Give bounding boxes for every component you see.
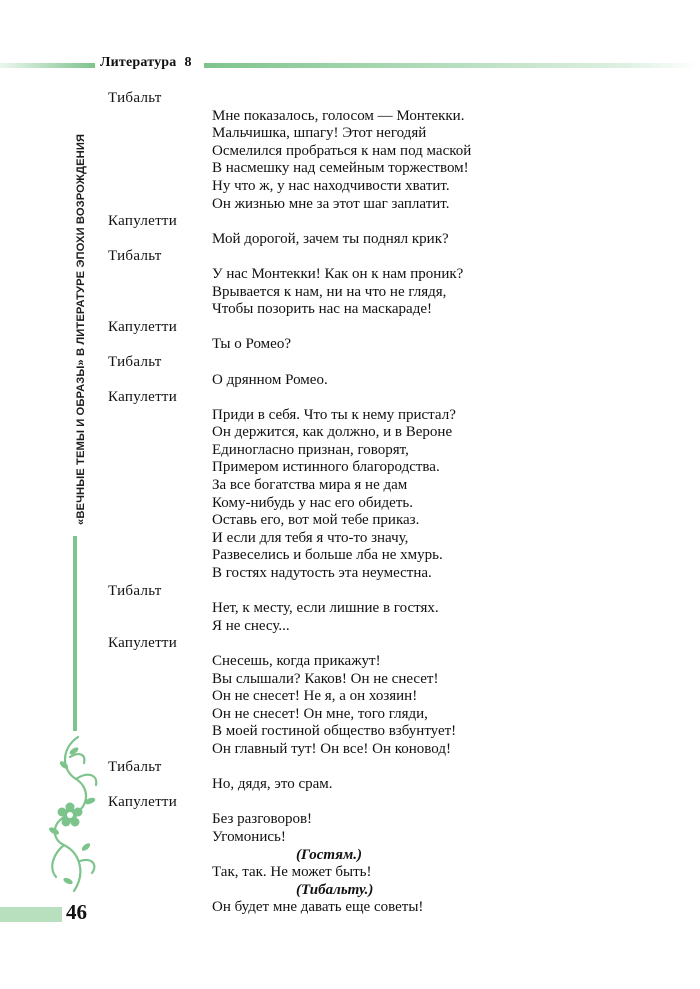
speaker-name: Капулетти bbox=[108, 318, 178, 335]
verse-line: Так, так. Не может быть! bbox=[212, 864, 372, 881]
speaker-name: Капулетти bbox=[108, 213, 178, 230]
verse-line: Угомонись! bbox=[212, 828, 286, 845]
verse-line: Он держится, как должно, и в Вероне bbox=[212, 424, 453, 441]
verse-line: Осмелился пробраться к нам под маской bbox=[212, 142, 472, 159]
running-header bbox=[100, 55, 192, 71]
verse-line: Без разговоров! bbox=[212, 811, 313, 828]
stage-direction: (Тибальту.) bbox=[296, 881, 374, 898]
speaker-name: Тибальт bbox=[108, 90, 162, 106]
verse-line: Развеселись и больше лба не хмурь. bbox=[212, 547, 443, 564]
page-number: 46 bbox=[66, 900, 87, 924]
verse-line: Мальчишка, шпагу! Этот негодяй bbox=[212, 125, 427, 142]
verse-line: Мне показалось, голосом — Монтекки. bbox=[212, 107, 465, 124]
verse-line: В моей гостиной общество взбунтует! bbox=[212, 723, 457, 740]
verse-line: Оставь его, вот мой тебе приказ. bbox=[212, 512, 420, 529]
verse-line: Врывается к нам, ни на что не глядя, bbox=[212, 283, 447, 300]
stage-direction: (Гостям.) bbox=[296, 846, 363, 863]
verse-line: Кому-нибудь у нас его обидеть. bbox=[212, 494, 413, 511]
header-rule-left bbox=[0, 63, 95, 68]
speaker-name: Тибальт bbox=[108, 758, 162, 775]
header-grade: 8 bbox=[184, 55, 192, 70]
verse-line: О дрянном Ромео. bbox=[212, 371, 328, 388]
verse-line: Чтобы позорить нас на маскараде! bbox=[212, 301, 432, 318]
speaker-name: Тибальт bbox=[108, 353, 162, 370]
verse-line: Вы слышали? Каков! Он не снесет! bbox=[212, 670, 439, 687]
verse-line: Он не снесет! Он мне, того гляди, bbox=[212, 705, 428, 722]
verse-line: Но, дядя, это срам. bbox=[212, 776, 333, 793]
verse-line: В насмешку над семейным торжеством! bbox=[212, 160, 469, 177]
verse-line: Он главный тут! Он все! Он коновод! bbox=[212, 740, 451, 757]
speaker-name: Капулетти bbox=[108, 635, 178, 652]
speaker-name: Капулетти bbox=[108, 389, 178, 406]
verse-line: Ты о Ромео? bbox=[212, 336, 291, 353]
verse-line: Он жизнью мне за этот шаг заплатит. bbox=[212, 195, 450, 212]
play-text bbox=[0, 90, 700, 917]
verse-line: Примером истинного благородства. bbox=[212, 459, 440, 476]
verse-line: Приди в себя. Что ты к нему пристал? bbox=[212, 406, 456, 423]
side-section-title-text: «ВЕЧНЫЕ ТЕМЫ И ОБРАЗЫ» В ЛИТЕРАТУРЕ ЭПОХИ ВОЗРОЖДЕНИЯ bbox=[75, 133, 87, 525]
verse-line: Мой дорогой, зачем ты поднял крик? bbox=[212, 230, 449, 247]
verse-line: Ну что ж, у нас находчивости хватит. bbox=[212, 177, 450, 194]
header-rule-right bbox=[204, 63, 700, 68]
header-subject: Литература bbox=[100, 55, 177, 70]
speaker-name: Капулетти bbox=[108, 793, 178, 810]
verse-line: И если для тебя я что-то значу, bbox=[212, 529, 409, 546]
verse-line: Снесешь, когда прикажут! bbox=[212, 653, 381, 669]
verse-line: Он будет мне давать еще советы! bbox=[212, 899, 424, 916]
speaker-name: Тибальт bbox=[108, 248, 162, 265]
verse-line: У нас Монтекки! Как он к нам проник? bbox=[212, 265, 464, 282]
verse-line: Я не снесу... bbox=[212, 617, 290, 634]
speaker-name: Тибальт bbox=[108, 582, 162, 599]
verse-line: За все богатства мира я не дам bbox=[212, 477, 408, 494]
verse-line: В гостях надутость эта неуместна. bbox=[212, 565, 432, 582]
verse-line: Нет, к месту, если лишние в гостях. bbox=[212, 600, 439, 617]
verse-line: Единогласно признан, говорят, bbox=[212, 441, 409, 458]
verse-line: Он не снесет! Не я, а он хозяин! bbox=[212, 688, 418, 705]
